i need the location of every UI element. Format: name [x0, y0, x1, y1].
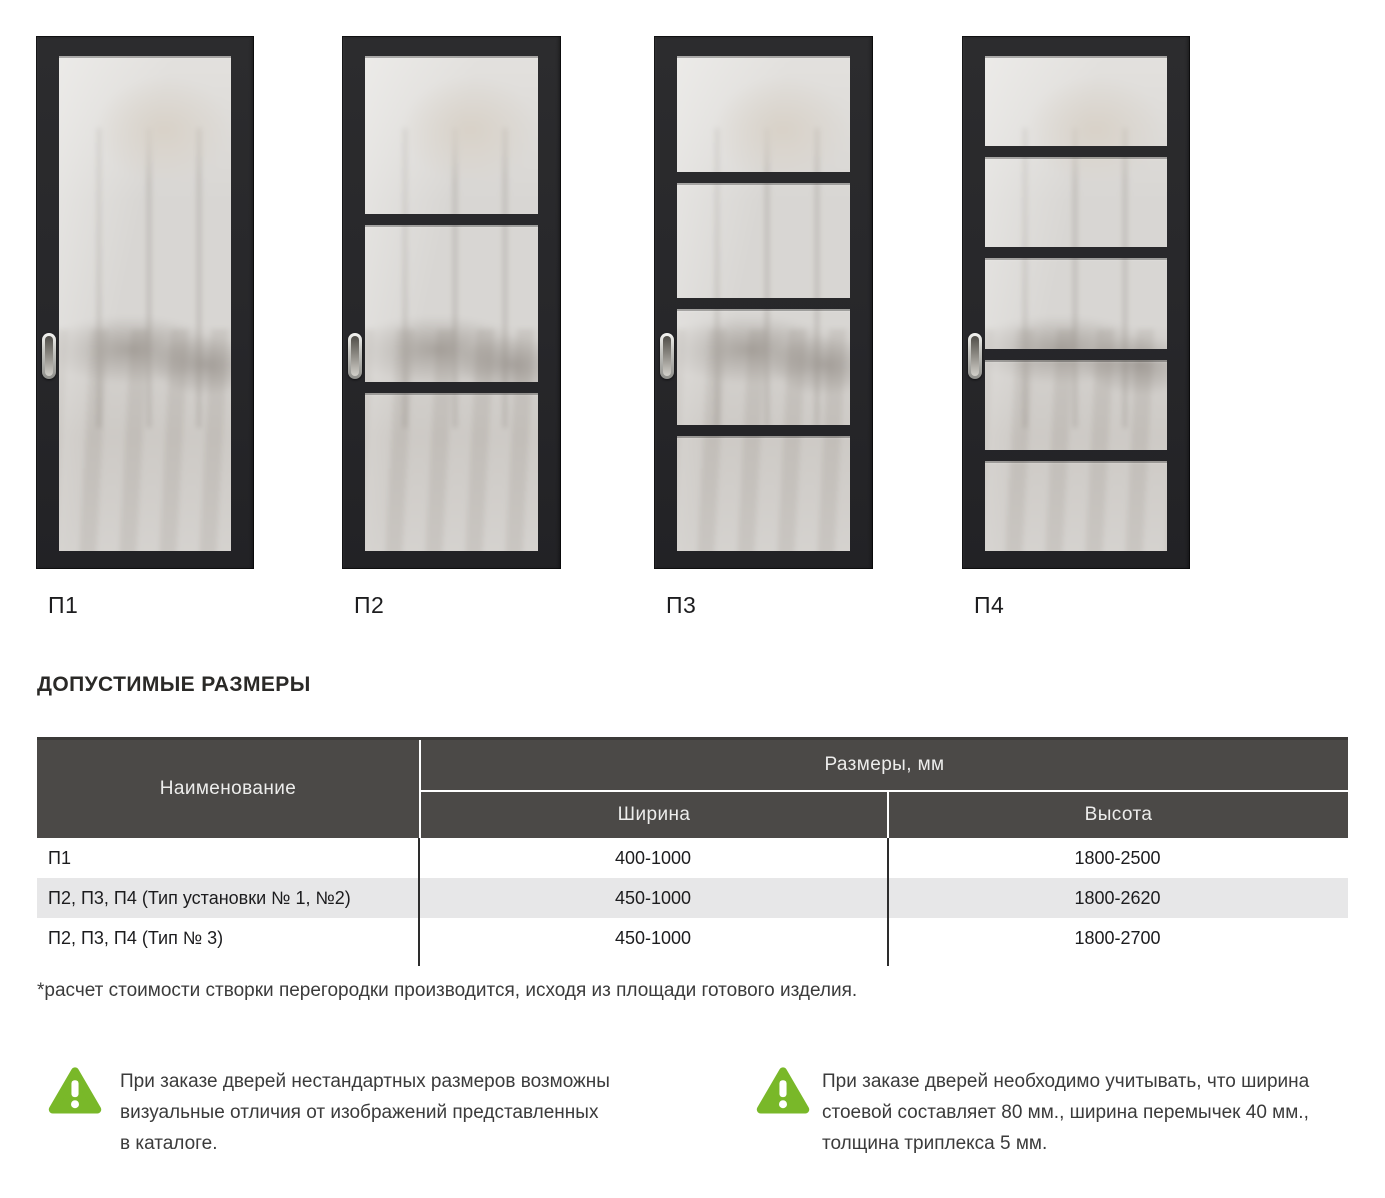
door-panel-2	[342, 36, 561, 569]
glass-pane	[677, 56, 850, 172]
note-line: толщина триплекса 5 мм.	[822, 1133, 1048, 1154]
glass-reflection	[985, 157, 1167, 247]
glass-pane	[985, 258, 1167, 348]
cell-height: 1800-2500	[1074, 847, 1161, 868]
door-handle	[348, 333, 362, 379]
glass-reflection	[59, 56, 231, 551]
door-panel-1	[36, 36, 254, 569]
glass-pane	[985, 157, 1167, 247]
table-column-divider	[887, 838, 889, 966]
warning-triangle-icon	[48, 1066, 102, 1114]
table-header-name: Наименование	[37, 740, 419, 838]
glass-reflection	[365, 225, 538, 383]
glass-pane	[677, 183, 850, 299]
door-label: П3	[666, 592, 697, 618]
door-label: П4	[974, 592, 1005, 618]
cell-height: 1800-2700	[1074, 927, 1161, 948]
cell-height: 1800-2620	[1074, 887, 1161, 908]
sizes-table	[37, 740, 1348, 958]
glass-pane	[677, 436, 850, 552]
table-row	[37, 838, 1348, 878]
note-line: При заказе дверей нестандартных размеров возможны	[120, 1071, 610, 1092]
table-row	[37, 918, 1348, 958]
door-panel-3	[654, 36, 873, 569]
glass-reflection	[677, 309, 850, 425]
door-handle	[968, 333, 982, 379]
footnote: *расчет стоимости створки перегородки производится, исходя из площади готового изделия.	[37, 980, 858, 1001]
table-row	[37, 878, 1348, 918]
glass-pane	[985, 360, 1167, 450]
note-line: При заказе дверей необходимо учитывать, что ширина	[822, 1071, 1310, 1092]
glass-reflection	[677, 183, 850, 299]
glass-reflection	[985, 56, 1167, 146]
section-title: ДОПУСТИМЫЕ РАЗМЕРЫ	[37, 673, 311, 696]
door-label: П1	[48, 592, 79, 618]
glass-area	[365, 56, 538, 551]
door-panel-4	[962, 36, 1190, 569]
warning-triangle-icon	[756, 1066, 810, 1114]
glass-area	[677, 56, 850, 551]
glass-pane	[677, 309, 850, 425]
glass-reflection	[985, 461, 1167, 551]
cell-width: 400-1000	[614, 847, 692, 868]
glass-reflection	[985, 360, 1167, 450]
note-line: визуальные отличия от изображений представленных	[120, 1102, 599, 1123]
glass-pane	[985, 461, 1167, 551]
door-handle	[42, 333, 56, 379]
note-line: стоевой составляет 80 мм., ширина перемычек 40 мм.,	[822, 1102, 1309, 1123]
glass-pane	[365, 393, 538, 551]
note-nonstandard-sizes	[120, 1066, 700, 1159]
table-header-width: Ширина	[421, 792, 887, 838]
cell-name: П2, П3, П4 (Тип № 3)	[48, 927, 224, 948]
door-label: П2	[354, 592, 385, 618]
table-column-divider	[418, 838, 420, 966]
table-header-sizes: Размеры, мм	[421, 740, 1348, 790]
table-header-height: Высота	[889, 792, 1348, 838]
table-body	[37, 838, 1348, 958]
glass-reflection	[677, 56, 850, 172]
note-line: в каталоге.	[120, 1133, 218, 1154]
glass-pane	[365, 56, 538, 214]
note-dimensions-info	[822, 1066, 1385, 1159]
cell-name: П2, П3, П4 (Тип установки № 1, №2)	[48, 887, 351, 908]
glass-area	[59, 56, 231, 551]
glass-pane	[365, 225, 538, 383]
cell-width: 450-1000	[614, 887, 692, 908]
glass-pane	[985, 56, 1167, 146]
door-handle	[660, 333, 674, 379]
glass-area	[985, 56, 1167, 551]
glass-reflection	[365, 56, 538, 214]
cell-width: 450-1000	[614, 927, 692, 948]
glass-pane	[59, 56, 231, 551]
cell-name: П1	[48, 847, 71, 868]
glass-reflection	[985, 258, 1167, 348]
glass-reflection	[677, 436, 850, 552]
glass-reflection	[365, 393, 538, 551]
